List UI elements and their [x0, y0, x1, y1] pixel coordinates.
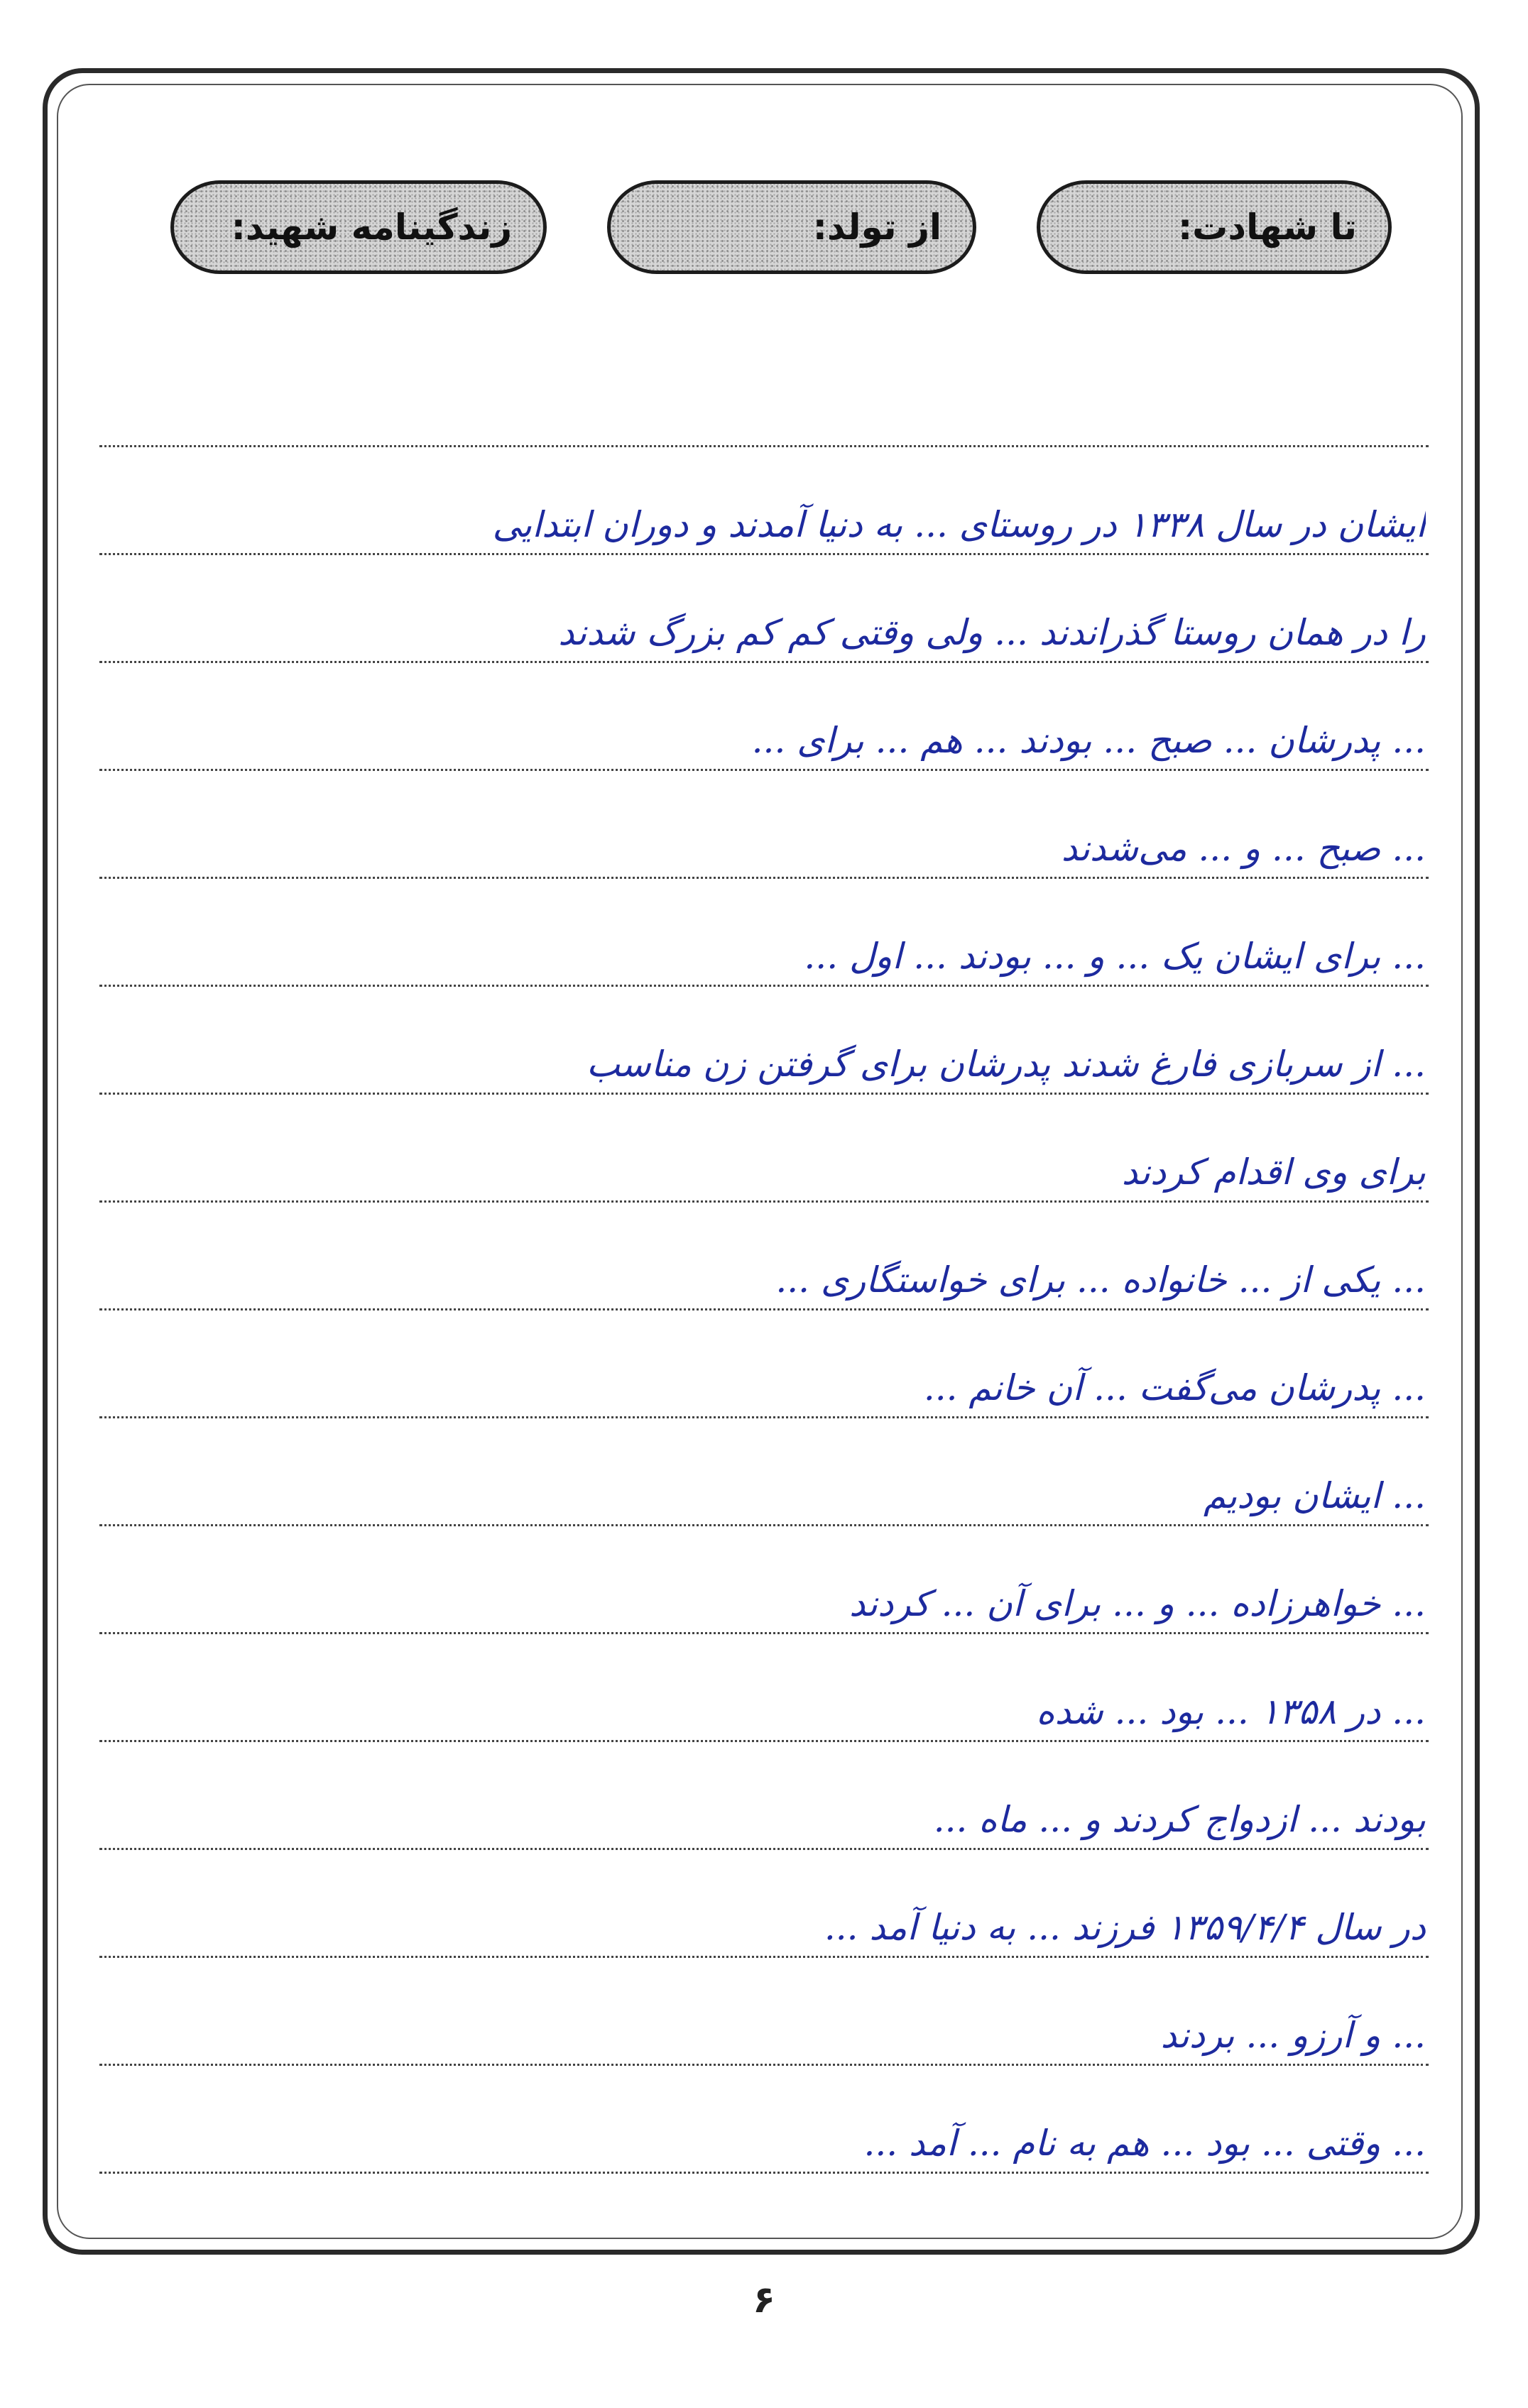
handwritten-text: ... از سربازی فارغ شدند پدرشان برای گرفتن زن مناسب [586, 1044, 1426, 1085]
text-line [99, 2067, 1429, 2174]
text-line [99, 1636, 1429, 1742]
dotted-rule [99, 985, 1429, 987]
text-line [99, 1959, 1429, 2066]
text-line [99, 341, 1429, 447]
dotted-rule [99, 1740, 1429, 1742]
dotted-rule [99, 445, 1429, 447]
handwritten-text: را در همان روستا گذراندند ... ولی وقتی کم کم بزرگ شدند [558, 612, 1426, 653]
martyrdom-label: تا شهادت: [1178, 207, 1357, 248]
text-line [99, 1204, 1429, 1310]
handwritten-text: ... وقتی ... بود ... هم به نام ... آمد ... [863, 2123, 1426, 2164]
handwritten-text: ... پدرشان ... صبح ... بودند ... هم ... برای ... [751, 720, 1426, 761]
handwritten-text: ... و آرزو ... بردند [1160, 2015, 1426, 2056]
text-line [99, 1744, 1429, 1850]
biography-field [170, 180, 547, 274]
text-line [99, 664, 1429, 771]
dotted-rule [99, 1524, 1429, 1526]
birth-date-field [607, 180, 976, 274]
handwritten-text: ... در ۱۳۵۸ ... بود ... شده [1036, 1691, 1426, 1732]
martyrdom-date-field [1037, 180, 1392, 274]
text-line [99, 1420, 1429, 1526]
text-line [99, 1312, 1429, 1418]
text-line [99, 1096, 1429, 1203]
handwritten-text: ... ایشان بودیم [1203, 1475, 1426, 1516]
dotted-rule [99, 1093, 1429, 1095]
page-number: ۶ [753, 2279, 775, 2321]
text-line [99, 1528, 1429, 1634]
dotted-rule [99, 769, 1429, 771]
dotted-rule [99, 1848, 1429, 1850]
handwritten-text: ... برای ایشان یک ... و ... بودند ... اول ... [804, 936, 1426, 977]
handwritten-text: در سال ۱۳۵۹/۴/۴ فرزند ... به دنیا آمد ... [824, 1907, 1426, 1948]
text-line [99, 449, 1429, 555]
dotted-rule [99, 2172, 1429, 2174]
dotted-rule [99, 661, 1429, 663]
handwritten-text: ... پدرشان می‌گفت ... آن خانم ... [923, 1367, 1426, 1408]
handwritten-text: ایشان در سال ۱۳۳۸ در روستای ... به دنیا آمدند و دوران ابتدایی [492, 504, 1426, 545]
handwritten-text: ... صبح ... و ... می‌شدند [1061, 828, 1426, 869]
dotted-rule [99, 877, 1429, 879]
dotted-rule [99, 1308, 1429, 1310]
dotted-rule [99, 1200, 1429, 1203]
biography-label: زندگینامه شهید: [231, 207, 512, 248]
dotted-rule [99, 1632, 1429, 1634]
dotted-rule [99, 553, 1429, 555]
handwritten-text: ... یکی از ... خانواده ... برای خواستگاری ... [775, 1259, 1426, 1301]
handwritten-text: ... خواهرزاده ... و ... برای آن ... کردند [848, 1583, 1426, 1624]
dotted-rule [99, 1416, 1429, 1418]
text-line [99, 772, 1429, 879]
text-line [99, 557, 1429, 663]
birth-label: از تولد: [812, 207, 942, 248]
text-line [99, 880, 1429, 987]
handwritten-text: بودند ... ازدواج کردند و ... ماه ... [933, 1799, 1426, 1840]
handwritten-text: برای وی اقدام کردند [1121, 1151, 1426, 1193]
text-line [99, 1851, 1429, 1958]
dotted-rule [99, 2064, 1429, 2066]
text-line [99, 988, 1429, 1095]
header-fields [170, 179, 1392, 275]
dotted-rule [99, 1956, 1429, 1958]
handwritten-lines [99, 341, 1429, 2215]
